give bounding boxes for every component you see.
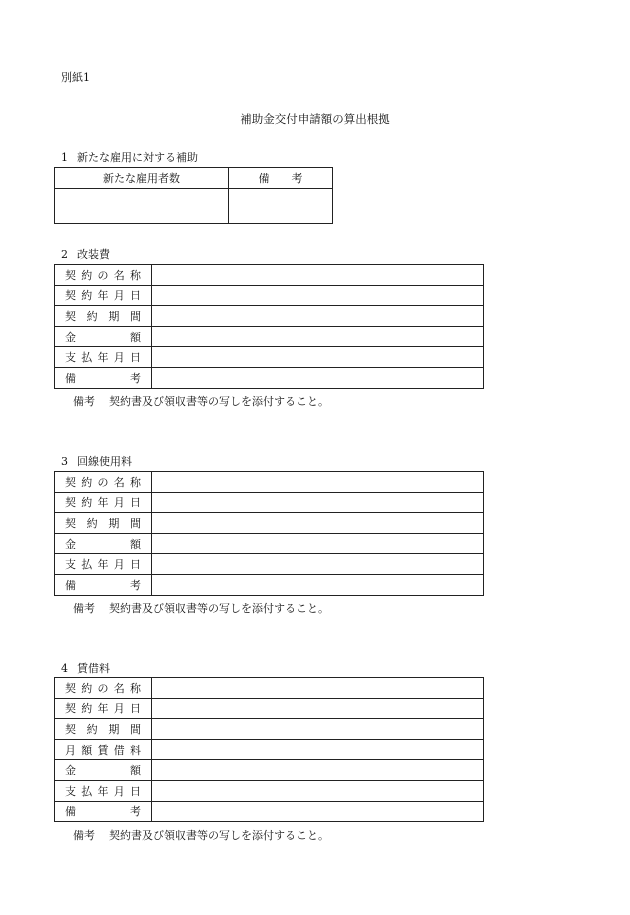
section-1-title: 新たな雇用に対する補助 [77, 151, 198, 164]
renovation-cost-table [54, 264, 484, 389]
row-label: 備 考 [55, 574, 152, 595]
table-row [55, 780, 484, 801]
header-remarks: 備 考 [229, 168, 333, 189]
section-4-number: 4 [61, 662, 68, 675]
table-row [55, 285, 484, 306]
value-cell[interactable] [152, 698, 484, 719]
row-label: 契 約 期 間 [55, 513, 152, 534]
row-label: 金 額 [55, 533, 152, 554]
section-2-title: 改装費 [77, 248, 110, 261]
note-label: 備考 [73, 602, 95, 615]
row-label: 支払年月日 [55, 347, 152, 368]
line-usage-fee-table [54, 471, 484, 596]
table-row [55, 326, 484, 347]
table-row [55, 533, 484, 554]
value-cell[interactable] [152, 533, 484, 554]
table-row [55, 472, 484, 493]
row-label: 月額賃借料 [55, 739, 152, 760]
section-2-number: 2 [61, 248, 68, 261]
value-cell[interactable] [152, 265, 484, 286]
header-new-employees: 新たな雇用者数 [55, 168, 229, 189]
note-text: 契約書及び領収書等の写しを添付すること。 [109, 829, 329, 842]
document-title: 補助金交付申請額の算出根拠 [240, 112, 390, 126]
section-3-number: 3 [61, 455, 68, 468]
value-cell[interactable] [152, 472, 484, 493]
cell-remarks[interactable] [229, 189, 333, 224]
table-row [55, 760, 484, 781]
section-3-heading [61, 453, 132, 469]
row-label: 備 考 [55, 367, 152, 388]
rental-fee-table [54, 677, 484, 822]
table-row [55, 513, 484, 534]
row-label: 契約年月日 [55, 492, 152, 513]
section-1-heading [61, 149, 198, 165]
new-employment-table [54, 167, 333, 224]
value-cell[interactable] [152, 347, 484, 368]
note-text: 契約書及び領収書等の写しを添付すること。 [109, 602, 329, 615]
value-cell[interactable] [152, 367, 484, 388]
note-label: 備考 [73, 829, 95, 842]
value-cell[interactable] [152, 492, 484, 513]
value-cell[interactable] [152, 719, 484, 740]
table-row [55, 698, 484, 719]
table-row [55, 574, 484, 595]
row-label: 金 額 [55, 326, 152, 347]
section-3-title: 回線使用料 [77, 455, 132, 468]
table-row [55, 265, 484, 286]
value-cell[interactable] [152, 285, 484, 306]
section-4-heading [61, 660, 110, 676]
value-cell[interactable] [152, 801, 484, 822]
row-label: 支払年月日 [55, 554, 152, 575]
section-4-note [73, 827, 329, 843]
table-row [55, 554, 484, 575]
table-row [55, 801, 484, 822]
value-cell[interactable] [152, 739, 484, 760]
value-cell[interactable] [152, 678, 484, 699]
cell-new-employees[interactable] [55, 189, 229, 224]
table-row [55, 492, 484, 513]
value-cell[interactable] [152, 574, 484, 595]
value-cell[interactable] [152, 554, 484, 575]
row-label: 契約の名称 [55, 472, 152, 493]
table-row [55, 306, 484, 327]
section-2-heading [61, 246, 110, 262]
section-3-note [73, 600, 329, 616]
row-label: 契 約 期 間 [55, 306, 152, 327]
row-label: 契約年月日 [55, 285, 152, 306]
value-cell[interactable] [152, 513, 484, 534]
section-1-number: 1 [61, 151, 68, 164]
section-2-note [73, 393, 329, 409]
table-row [55, 367, 484, 388]
annex-label: 別紙1 [61, 71, 90, 84]
section-4-title: 賃借料 [77, 662, 110, 675]
value-cell[interactable] [152, 306, 484, 327]
row-label: 契約年月日 [55, 698, 152, 719]
note-label: 備考 [73, 395, 95, 408]
row-label: 契約の名称 [55, 265, 152, 286]
value-cell[interactable] [152, 760, 484, 781]
table-row [55, 347, 484, 368]
value-cell[interactable] [152, 326, 484, 347]
note-text: 契約書及び領収書等の写しを添付すること。 [109, 395, 329, 408]
table-row [55, 719, 484, 740]
row-label: 備 考 [55, 801, 152, 822]
value-cell[interactable] [152, 780, 484, 801]
table-row [55, 678, 484, 699]
table-row [55, 739, 484, 760]
row-label: 契 約 期 間 [55, 719, 152, 740]
row-label: 契約の名称 [55, 678, 152, 699]
row-label: 支払年月日 [55, 780, 152, 801]
row-label: 金 額 [55, 760, 152, 781]
